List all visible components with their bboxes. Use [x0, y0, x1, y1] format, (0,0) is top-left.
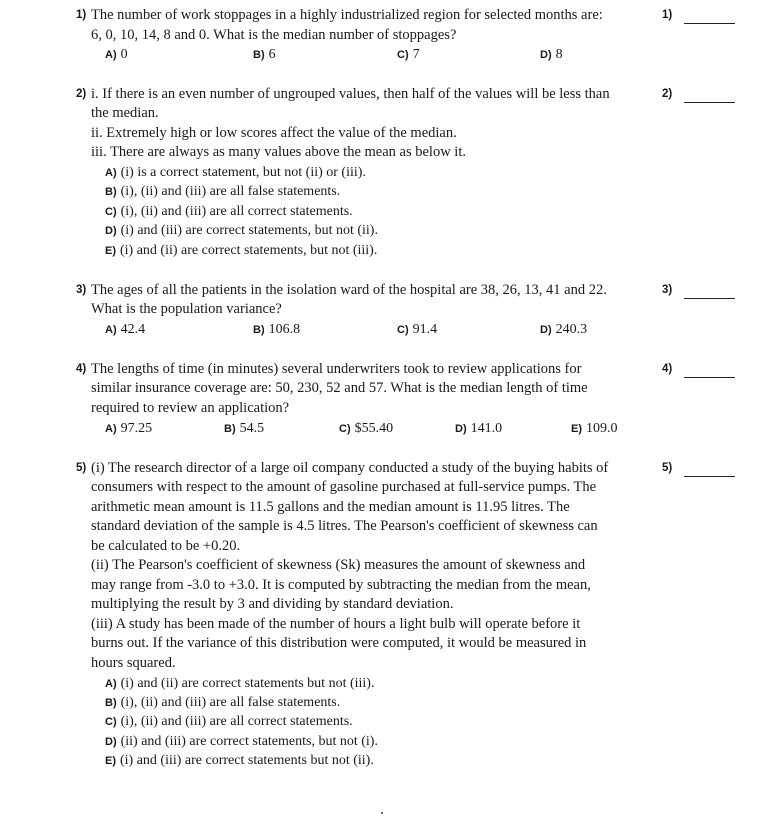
option-d: D) 240.3	[540, 322, 588, 337]
question-number: 1)	[76, 9, 87, 21]
question-stem-line: What is the population variance?	[91, 301, 282, 317]
answer-label: 5)	[662, 462, 673, 474]
option-d: D) 8	[540, 47, 563, 62]
page-mark	[381, 812, 383, 814]
option-a: A) (i) is a correct statement, but not (ii) or (iii).	[105, 165, 366, 180]
question-stem-line: multiplying the result by 3 and dividing by standard deviation.	[91, 596, 454, 612]
option-b: B) 106.8	[253, 322, 301, 337]
question-stem-line: iii. There are always as many values above the mean as below it.	[91, 144, 466, 160]
option-c: C) (i), (ii) and (iii) are all correct statements.	[105, 714, 353, 729]
option-d: D) 141.0	[455, 421, 503, 436]
question-stem-line: The ages of all the patients in the isolation ward of the hospital are 38, 26, 13, 41 and 22.	[91, 282, 607, 298]
option-b: B) (i), (ii) and (iii) are all false statements.	[105, 184, 341, 199]
answer-blank[interactable]	[684, 23, 735, 24]
answer-blank[interactable]	[684, 476, 735, 477]
option-c: C) 91.4	[397, 322, 438, 337]
question-stem-line: The lengths of time (in minutes) several underwriters took to review applications for	[91, 361, 582, 377]
question-stem-line: The number of work stoppages in a highly industrialized region for selected months are:	[91, 7, 603, 23]
question-number: 4)	[76, 363, 87, 375]
question-stem-line: (iii) A study has been made of the number of hours a light bulb will operate before it	[91, 616, 581, 632]
question-stem-line: be calculated to be +0.20.	[91, 538, 241, 554]
question-stem-line: hours squared.	[91, 655, 176, 671]
option-c: C) $55.40	[339, 421, 394, 436]
option-b: B) 6	[253, 47, 276, 62]
question-number: 5)	[76, 462, 87, 474]
question-stem-line: ii. Extremely high or low scores affect the value of the median.	[91, 125, 457, 141]
option-c: C) (i), (ii) and (iii) are all correct statements.	[105, 204, 353, 219]
question-stem-line: consumers with respect to the amount of gasoline purchased at full-service pumps. The	[91, 479, 597, 495]
option-b: B) (i), (ii) and (iii) are all false statements.	[105, 695, 341, 710]
option-e: E) (i) and (iii) are correct statements but not (ii).	[105, 753, 374, 768]
question-stem-line: required to review an application?	[91, 400, 290, 416]
option-a: A) 42.4	[105, 322, 146, 337]
option-a: A) 97.25	[105, 421, 153, 436]
option-b: B) 54.5	[224, 421, 265, 436]
question-stem-line: i. If there is an even number of ungrouped values, then half of the values will be less than	[91, 86, 610, 102]
question-stem-line: burns out. If the variance of this distribution were computed, it would be measured in	[91, 635, 587, 651]
question-stem-line: (ii) The Pearson's coefficient of skewness (Sk) measures the amount of skewness and	[91, 557, 586, 573]
option-e: E) (i) and (ii) are correct statements, but not (iii).	[105, 243, 378, 258]
answer-label: 2)	[662, 88, 673, 100]
option-d: D) (i) and (iii) are correct statements, but not (ii).	[105, 223, 378, 238]
answer-blank[interactable]	[684, 377, 735, 378]
answer-blank[interactable]	[684, 102, 735, 103]
question-stem-line: may range from -3.0 to +3.0. It is computed by subtracting the median from the mean,	[91, 577, 591, 593]
question-number: 2)	[76, 88, 87, 100]
option-a: A) 0	[105, 47, 128, 62]
question-stem-line: arithmetic mean amount is 11.5 gallons and the median amount is 11.95 litres. The	[91, 499, 570, 515]
option-a: A) (i) and (ii) are correct statements but not (iii).	[105, 676, 375, 691]
answer-label: 1)	[662, 9, 673, 21]
option-e: E) 109.0	[571, 421, 618, 436]
option-d: D) (ii) and (iii) are correct statements, but not (i).	[105, 734, 378, 749]
answer-label: 3)	[662, 284, 673, 296]
question-stem-line: similar insurance coverage are: 50, 230, 52 and 57. What is the median length of time	[91, 380, 588, 396]
option-c: C) 7	[397, 47, 420, 62]
question-stem-line: (i) The research director of a large oil company conducted a study of the buying habits of	[91, 460, 609, 476]
question-stem-line: 6, 0, 10, 14, 8 and 0. What is the median number of stoppages?	[91, 27, 457, 43]
answer-label: 4)	[662, 363, 673, 375]
question-stem-line: standard deviation of the sample is 4.5 litres. The Pearson's coefficient of skewness can	[91, 518, 598, 534]
question-number: 3)	[76, 284, 87, 296]
question-stem-line: the median.	[91, 105, 159, 121]
answer-blank[interactable]	[684, 298, 735, 299]
